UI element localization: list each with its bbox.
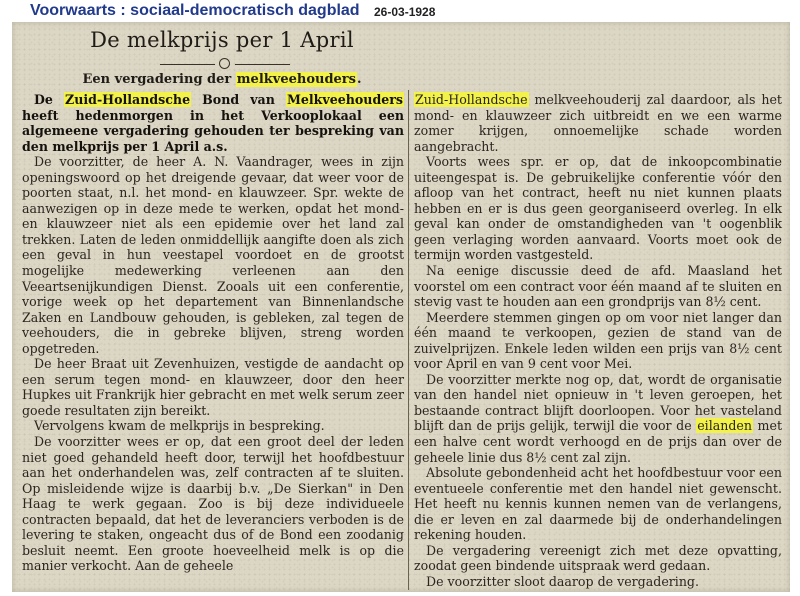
article-paragraph [414, 543, 782, 574]
publication-date: 26-03-1928 [374, 5, 436, 19]
ornament-circle-icon [219, 58, 230, 69]
paragraph-text: Bond van [191, 92, 286, 107]
paragraph-text: De vergadering vereenigt zich met deze opvatting, zoodat geen bindende uitspraak werd gedaan. [414, 542, 782, 574]
article-paragraph [22, 356, 404, 418]
ornament-line-right [235, 64, 290, 65]
paragraph-text: Absolute gebondenheid acht het hoofdbestuur voor een eventueele conferentie met den handel niet gewenscht. Het heeft nu kennis kunnen nemen van de verlangens, die er leven en zal daarmede bij de onderhandelingen rekening houden. [414, 465, 782, 543]
subheading-end: . [356, 72, 362, 87]
article-paragraph [414, 310, 782, 372]
paragraph-text: Na eenige discussie deed de afd. Maasland het voorstel om een contract voor één maand af te sluiten en stevig vast te houden aan een grondprijs van 8½ cent. [414, 263, 782, 310]
article-paragraph [414, 263, 782, 310]
paragraph-text: De voorzitter merkte nog op, dat, wordt de organisatie van den handel niet opnieuw in 't leven geroepen, het bestaande contract blijft doorloopen. Voor het vasteland blijft dan de prijs gelijk, terwijl die voor de [414, 371, 782, 434]
paragraph-text: heeft hedenmorgen in het Verkooplokaal een algemeene vergadering gehouden ter bespreking van den melkprijs per 1 April a.s. [22, 107, 404, 154]
paragraph-text: De voorzitter wees er op, dat een groot deel der leden niet goed gehandeld heeft door, terwijl het hoofdbestuur aan het onderhandelen was, zelf contracten af te sluiten. Op misleidende wijze is daarbij b.v. „De Sierkan" in Den Haag te werk gegaan. Zoo is bij deze individueele contracten bepaald, dat het de leveranciers verboden is de levering te staken, ongeacht dus of de Bond een zoodanig besluit neemt. Een groote hoeveelheid melk is op die manier verkocht. Aan de geheele [22, 434, 404, 574]
column-divider [408, 90, 409, 590]
article-paragraph [414, 92, 782, 154]
ornament-line-left [160, 64, 215, 65]
article-paragraph [22, 154, 404, 356]
subheading-highlight: melkveehouders [236, 72, 356, 87]
article-paragraph [414, 465, 782, 543]
paragraph-text: De voorzitter, de heer A. N. Vaandrager, wees in zijn openingswoord op het dreigende gevaar, dat weer voor de poorten staat, n.l. het mond- en klauwzeer. Spr. wekte de aanwezigen op in deze mede te werken, opdat het mond- en klauwzeer niet als een epidemie over het land zal trekken. Laten de leden onmiddellijk aangifte doen als zich een geval in hun veestapel voordoet en de grootst mogelijke medewerking verleenen aan den Veeartsenijkundigen Dienst. Zooals uit een conferentie, vorige week op het departement van Binnenlandsche Zaken en Landbouw gehouden, is gebleken, zal tegen de veehouders, die in gebreke blijven, streng worden opgetreden. [22, 154, 404, 356]
article-paragraph [414, 372, 782, 465]
newspaper-title: Voorwaarts : sociaal-democratisch dagblad [30, 2, 360, 19]
highlighted-term: eilanden [697, 418, 752, 434]
paragraph-text: Meerdere stemmen gingen op om voor niet langer dan één maand te verkoopen, gezien de stand van de zuivelprijzen. Enkele leden wilden een prijs van 8½ cent voor April en van 9 cent voor Mei. [414, 309, 782, 372]
paragraph-text: melkveehouderij zal daardoor, als het mond- en klauwzeer zich uitbreidt en we een warme zomer krijgen, onnoemelijke schade worden aangebracht. [414, 92, 782, 154]
paragraph-text: De [34, 92, 64, 107]
paragraph-text: met een halve cent wordt verhoogd en de prijs dan over de geheele linie dus 8½ cent zal zijn. [414, 418, 783, 465]
article-headline: De melkprijs per 1 April [90, 28, 354, 52]
article-column-left [22, 92, 404, 574]
paragraph-text: De heer Braat uit Zevenhuizen, vestigde de aandacht op een serum tegen mond- en klauwzeer, door den heer Hupkes uit Frankrijk hier gebracht en met welk serum zeer goede resultaten zijn bereikt. [22, 356, 404, 418]
article-paragraph [22, 418, 404, 434]
highlighted-term: Zuid-Hollandsche [65, 92, 191, 107]
source-header [0, 0, 800, 22]
article-paragraph [22, 92, 404, 154]
paragraph-text: Vervolgens kwam de melkprijs in bespreking. [34, 418, 325, 434]
highlighted-term: Melkveehouders [286, 92, 403, 107]
subheading-text: Een vergadering der [82, 72, 236, 87]
highlighted-term: Zuid-Hollandsche [415, 92, 528, 107]
article-subheading [62, 72, 382, 87]
article-column-right [414, 92, 782, 590]
headline-ornament [160, 58, 290, 70]
article-paragraph [22, 434, 404, 574]
paragraph-text: De voorzitter sloot daarop de vergadering. [426, 573, 699, 589]
article-paragraph [414, 154, 782, 263]
newspaper-clipping [12, 22, 790, 592]
paragraph-text: Voorts wees spr. er op, dat de inkoopcombinatie uiteengespat is. De gebruikelijke conferentie vóór den afloop van het contract, heeft nu niet kunnen plaats hebben en er is dus geen georganiseerd overleg. In elk geval kan onder de omstandigheden van 't oogenblik geen verlaging worden aanvaard. Voorts moet ook de termijn worden vastgesteld. [414, 154, 782, 263]
article-paragraph [414, 574, 782, 590]
